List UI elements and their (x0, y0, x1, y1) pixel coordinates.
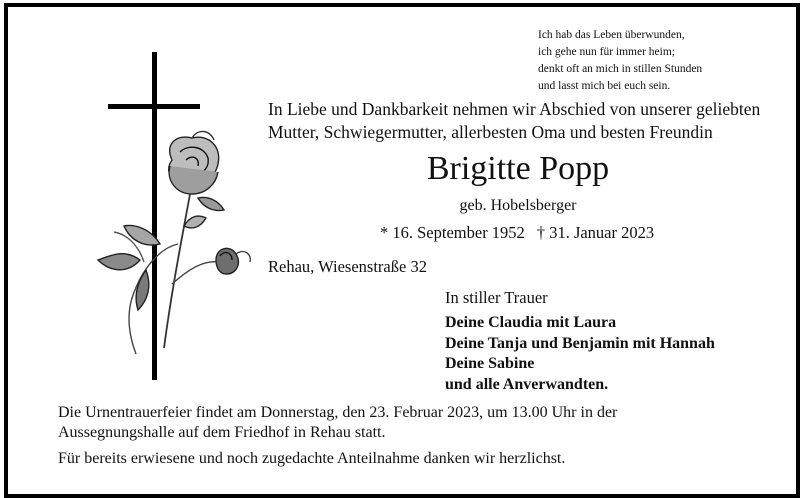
death-date: † 31. Januar 2023 (536, 223, 655, 242)
poem-line: denkt oft an mich in stillen Stunden (538, 63, 703, 75)
ceremony-line: Die Urnentrauerfeier findet am Donnerstag, den 23. Februar 2023, um 13.00 Uhr in der (58, 404, 618, 421)
ceremony-line: Aussegnungshalle auf dem Friedhof in Rehau statt. (58, 424, 386, 441)
address: Rehau, Wiesenstraße 32 (268, 257, 427, 276)
cross-and-rose-illustration (80, 48, 260, 384)
intro-text (268, 98, 760, 144)
poem-line: Ich hab das Leben überwunden, (538, 29, 685, 41)
poem-line: ich gehe nun für immer heim; (538, 46, 676, 58)
thanks-text: Für bereits erwiesene und noch zugedachte Anteilnahme danken wir herzlichst. (58, 450, 566, 467)
deceased-name: Brigitte Popp (426, 150, 610, 187)
mourner-name: Deine Sabine (445, 355, 535, 372)
mourning-heading: In stiller Trauer (445, 288, 548, 307)
mourner-name: Deine Claudia mit Laura (445, 314, 617, 331)
poem (538, 27, 702, 95)
mourner-name: und alle Anverwandten. (445, 375, 609, 393)
mourner-name: Deine Tanja und Benjamin mit Hannah (445, 334, 715, 352)
rose-icon (98, 131, 250, 354)
ceremony-info (58, 403, 617, 443)
birth-name: geb. Hobelsberger (459, 197, 577, 214)
birth-date: * 16. September 1952 (380, 223, 525, 242)
mourners-list (445, 313, 715, 395)
intro-line: In Liebe und Dankbarkeit nehmen wir Abschied von unserer geliebten (268, 99, 761, 119)
intro-line: Mutter, Schwiegermutter, allerbesten Oma und besten Freundin (268, 122, 713, 142)
life-dates (380, 222, 666, 244)
poem-line: und lasst mich bei euch sein. (538, 80, 671, 92)
